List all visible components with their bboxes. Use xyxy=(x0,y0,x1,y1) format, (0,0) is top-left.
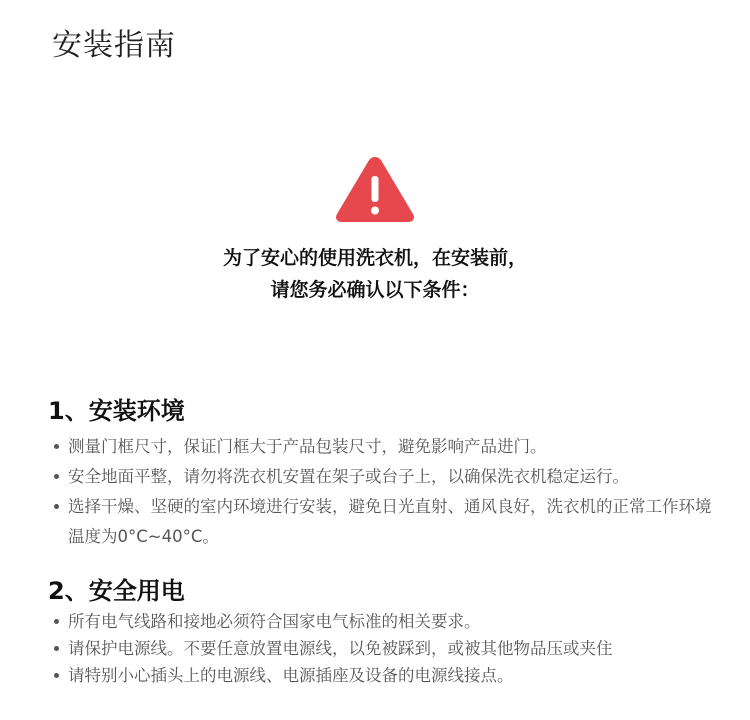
list-item-text: 所有电气线路和接地必须符合国家电气标准的相关要求。 xyxy=(68,612,481,631)
bullet-dot-icon xyxy=(54,474,59,479)
list-item xyxy=(48,432,718,462)
installation-notice xyxy=(0,242,750,306)
section-heading: 2、安全用电 xyxy=(48,577,185,605)
list-item xyxy=(48,662,718,689)
bullet-list xyxy=(48,432,718,552)
list-item-text: 请保护电源线。不要任意放置电源线，以免被踩到，或被其他物品压或夹住 xyxy=(68,639,613,658)
bullet-dot-icon xyxy=(54,673,59,678)
page-title: 安装指南 xyxy=(52,28,176,63)
bullet-list xyxy=(48,608,718,689)
warning-exclamation-dot xyxy=(371,207,379,215)
bullet-dot-icon xyxy=(54,619,59,624)
list-item-text: 选择干燥、坚硬的室内环境进行安装，避免日光直射、通风良好，洗衣机的正常工作环境温度为0°C~40°C。 xyxy=(68,497,712,546)
section-heading: 1、安装环境 xyxy=(48,397,185,425)
warning-exclamation-bar xyxy=(372,176,379,202)
list-item-text: 测量门框尺寸，保证门框大于产品包装尺寸，避免影响产品进门。 xyxy=(68,437,547,456)
bullet-dot-icon xyxy=(54,504,59,509)
list-item xyxy=(48,492,718,552)
list-item xyxy=(48,635,718,662)
warning-triangle-icon xyxy=(334,154,416,224)
section-electrical-safety xyxy=(48,574,718,689)
list-item xyxy=(48,462,718,492)
notice-line-2: 请您务必确认以下条件： xyxy=(270,279,480,301)
bullet-dot-icon xyxy=(54,444,59,449)
notice-line-1: 为了安心的使用洗衣机，在安装前， xyxy=(222,247,527,269)
bullet-dot-icon xyxy=(54,646,59,651)
list-item-text: 安全地面平整，请勿将洗衣机安置在架子或台子上，以确保洗衣机稳定运行。 xyxy=(68,467,629,486)
list-item xyxy=(48,608,718,635)
section-installation-environment xyxy=(48,394,718,552)
list-item-text: 请特别小心插头上的电源线、电源插座及设备的电源线接点。 xyxy=(68,666,514,685)
